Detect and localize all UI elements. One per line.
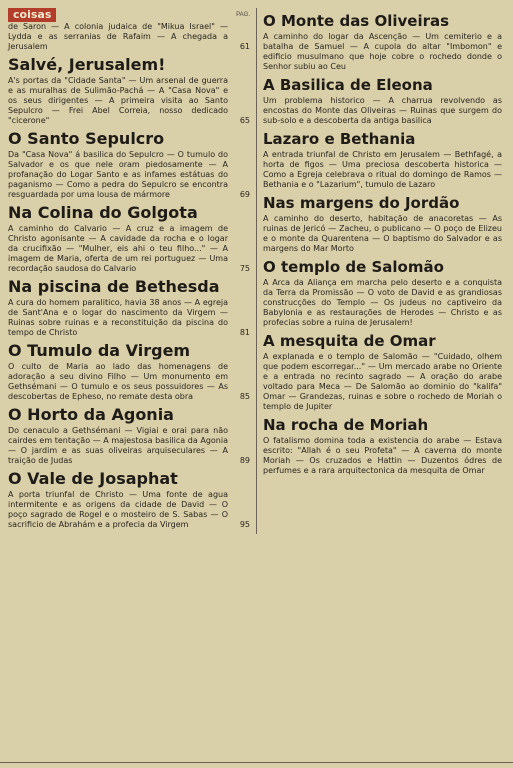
toc-entry xyxy=(263,332,502,412)
page-number: 65 xyxy=(239,116,250,125)
chapter-title: O Monte das Oliveiras xyxy=(263,12,450,30)
entry-summary: O fatalismo domina toda a existencia do arabe — Estava escrito: "Allah é o seu Profeta" — A caverna do monte Moriah — Os cruzados e Hattin — Duzentos ódres de perfumes e a rara arquitectonica da mesquita de Omar xyxy=(263,436,502,475)
bottom-rule xyxy=(0,762,513,763)
toc-entry xyxy=(8,22,250,52)
entry-summary: A caminho do deserto, habitação de anacoretas — As ruinas de Jericó — Zacheu, o publicano — O poço de Elizeu e o monte da Quarentena — O baptismo do Salvador e as margens do Mar Morto xyxy=(263,214,502,253)
toc-entry xyxy=(8,56,250,126)
entry-summary: Do cenaculo a Gethsémani — Vigiai e orai para não cairdes em tentação — A majestosa basilica da Agonia — O jardim e as suas oliveiras arquiseculares — A traição de Judas xyxy=(8,426,228,465)
chapter-title: Na Colina do Golgota xyxy=(8,203,198,222)
chapter-title: Lazaro e Bethania xyxy=(263,130,416,148)
right-column xyxy=(256,8,502,534)
page-number: 85 xyxy=(239,392,250,401)
toc-entry xyxy=(8,130,250,200)
entry-summary: Um problema historico — A charrua revolvendo as encostas do Monte das Oliveiras — Ruinas que surgem do sub-solo e a descoberta da antiga basilica xyxy=(263,96,502,125)
entry-summary: O culto de Maria ao lado das homenagens de adoração a seu divino Filho — Um monumento em Gethsémani — O tumulo e os seus possuidores — As descobertas de Epheso, no remate desta obra xyxy=(8,362,228,401)
entry-summary: de Saron — A colonia judaica de "Mikua Israel" — Lydda e as serranias de Rafaim — A chegada a Jerusalem xyxy=(8,22,228,51)
chapter-title: Na rocha de Moriah xyxy=(263,416,429,434)
toc-entry xyxy=(263,416,502,476)
toc-entry xyxy=(263,12,502,72)
chapter-title: Nas margens do Jordão xyxy=(263,194,460,212)
toc-entry xyxy=(8,342,250,402)
section-tag: coisas xyxy=(8,8,56,22)
toc-entry xyxy=(263,194,502,254)
entry-summary: A explanada e o templo de Salomão — "Cuidado, olhem que podem escorregar..." — Um mercado arabe no Oriente e a entrada no recinto sagrado — A oração do arabe voltado para Meca — De Salomão ao dominio do "kalifa" Omar — Grandezas, ruinas e sobre o rochedo de Moriah o templo de Jupiter xyxy=(263,352,502,411)
page-number: 61 xyxy=(239,42,250,51)
entry-summary: Da "Casa Nova" á basilica do Sepulcro — O tumulo do Salvador e os que nele oram piedosamente — A profanação do Logar Santo e as infames estátuas do paganismo — Como a pedra do Sepulcro se encontra resguardada por uma lousa de mármore xyxy=(8,150,228,199)
toc-entry xyxy=(263,130,502,190)
chapter-title: O templo de Salomão xyxy=(263,258,444,276)
page-number: 81 xyxy=(239,328,250,337)
chapter-title: Na piscina de Bethesda xyxy=(8,277,220,296)
page-label: PAG. xyxy=(236,12,250,18)
chapter-title: A Basilica de Eleona xyxy=(263,76,433,94)
toc-entry xyxy=(8,204,250,274)
page-number: 95 xyxy=(239,520,250,529)
entry-summary: A entrada triunfal de Christo em Jerusalem — Bethfagé, a horta de figos — Uma preciosa descoberta historica — Como a Egreja celebrava o ritual do domingo de Ramos — Bethania e o "Lazarium", tumulo de Lazaro xyxy=(263,150,502,189)
chapter-title: O Tumulo da Virgem xyxy=(8,341,191,360)
entry-summary: A cura do homem paralitico, havia 38 anos — A egreja de Sant'Ana e o logar do nascimento da Virgem — Ruinas sobre ruinas e a reconstituição da piscina do tempo de Christo xyxy=(8,298,228,337)
entry-summary: A porta triunfal de Christo — Uma fonte de agua intermitente e as origens da cidade de David — O poço sagrado de Rogel e o mosteiro de S. Sabas — O sacrificio de Abrahám e a profecia da Virgem xyxy=(8,490,228,529)
toc-entry xyxy=(8,278,250,338)
toc-entry xyxy=(8,406,250,466)
toc-entry xyxy=(263,258,502,328)
entry-summary: A's portas da "Cidade Santa" — Um arsenal de guerra e as muralhas de Sulimão-Pachá — A "Casa Nova" e os seus dirigentes — A primeira visita ao Santo Sepulcro — Frei Abel Correia, nosso dedicado "cicerone" xyxy=(8,76,228,125)
entry-summary: A caminho do Calvario — A cruz e a imagem de Christo agonisante — A cavidade da rocha e o logar da crucifixão — "Mulher, eis ahi o teu filho..." — A imagem de Maria, oferta de um rei portuguez — Uma recordação saudosa do Calvario xyxy=(8,224,228,273)
entry-summary: A caminho do logar da Ascenção — Um cemiterio e a batalha de Samuel — A cupola do altar "Imbomon" e edificio musulmano que hoje cobre o rochedo donde o Senhor subiu ao Ceu xyxy=(263,32,502,71)
page-number: 89 xyxy=(239,456,250,465)
chapter-title: O Vale de Josaphat xyxy=(8,469,178,488)
page-number: 69 xyxy=(239,190,250,199)
toc-entry xyxy=(263,76,502,126)
toc-entry xyxy=(8,470,250,530)
chapter-title: Salvé, Jerusalem! xyxy=(8,55,166,74)
chapter-title: O Santo Sepulcro xyxy=(8,129,165,148)
entry-summary: A Arca da Aliança em marcha pelo deserto e a conquista da Terra da Promissão — O voto de David e as grandiosas construcções do Templo — Os judeus no captiveiro da Babylonia e as restaurações de Herodes — Christo e as profecias sobre a ruina de Jerusalem! xyxy=(263,278,502,327)
chapter-title: A mesquita de Omar xyxy=(263,332,436,350)
page-number: 75 xyxy=(239,264,250,273)
chapter-title: O Horto da Agonia xyxy=(8,405,174,424)
column-header xyxy=(8,8,250,22)
left-column xyxy=(8,8,256,534)
